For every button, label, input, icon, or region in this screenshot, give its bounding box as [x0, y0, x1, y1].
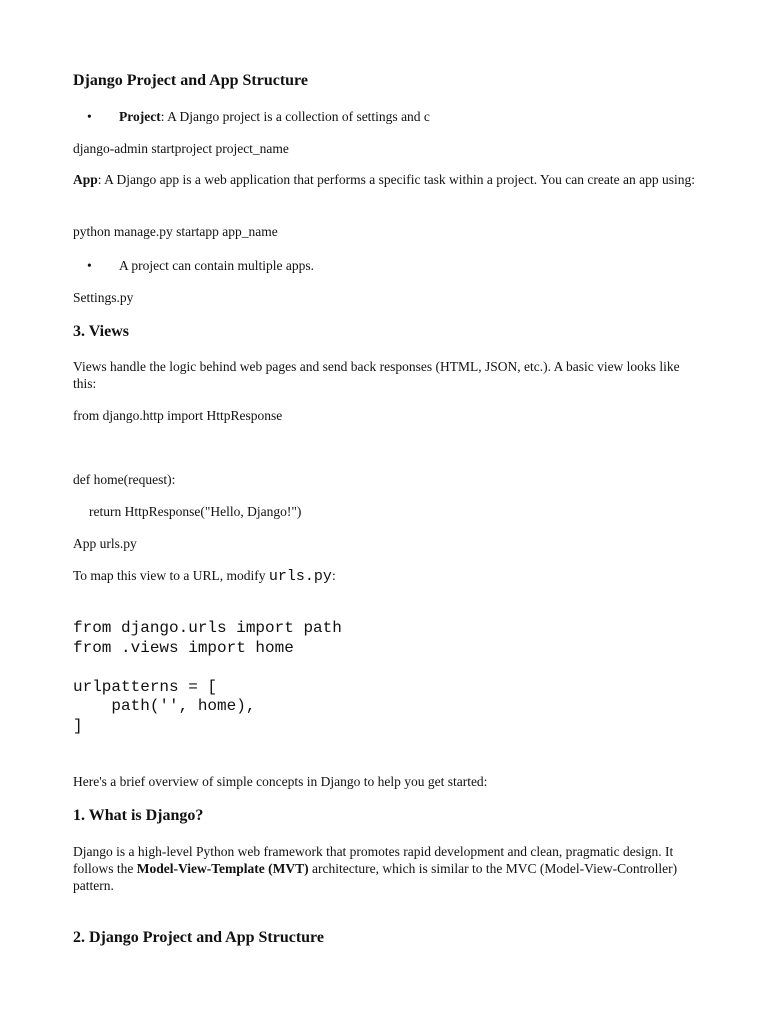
- code-import-line: from django.http import HttpResponse: [73, 408, 283, 423]
- bullet-multiple-apps-text: A project can contain multiple apps.: [119, 258, 314, 273]
- bullet-marker: •: [87, 109, 92, 124]
- section-heading-structure: Django Project and App Structure: [73, 72, 308, 89]
- code-return-line: return HttpResponse("Hello, Django!"): [89, 504, 302, 519]
- what-is-django-paragraph: [73, 843, 698, 894]
- map-suffix: :: [331, 568, 336, 583]
- startapp-command: python manage.py startapp app_name: [73, 224, 278, 239]
- urls-inline-code: urls.py: [268, 568, 332, 585]
- section-heading-project-structure: 2. Django Project and App Structure: [73, 929, 324, 946]
- map-view-paragraph: [73, 567, 336, 585]
- project-term: Project: [119, 109, 161, 124]
- what-part1: Django is a high-level Python web framework that promotes rapid development and clean, pragmatic design. It follows the: [73, 844, 674, 876]
- project-definition: : A Django project is a collection of settings and c: [160, 109, 430, 124]
- map-prefix: To map this view to a URL, modify: [73, 568, 269, 583]
- section-heading-views: 3. Views: [73, 323, 129, 340]
- startproject-command: django-admin startproject project_name: [73, 141, 289, 156]
- bullet-project-text: [119, 108, 430, 125]
- settings-label: Settings.py: [73, 290, 134, 305]
- app-definition: : A Django app is a web application that performs a specific task within a project. You can create an app using:: [97, 172, 695, 187]
- app-paragraph: [73, 171, 698, 188]
- overview-paragraph: Here's a brief overview of simple concepts in Django to help you get started:: [73, 774, 488, 789]
- mvt-term: Model-View-Template (MVT): [136, 861, 309, 876]
- section-heading-what-is-django: 1. What is Django?: [73, 807, 204, 824]
- what-part2: architecture, which is similar to the MVC (Model-View-Controller) pattern.: [73, 861, 678, 893]
- views-intro-paragraph: Views handle the logic behind web pages and send back responses (HTML, JSON, etc.). A basic view looks like this:: [73, 359, 680, 391]
- app-urls-label: App urls.py: [73, 536, 137, 551]
- code-def-line: def home(request):: [73, 472, 176, 487]
- bullet-marker: •: [87, 258, 92, 273]
- app-term: App: [73, 172, 98, 187]
- urlpatterns-code-block: from django.urls import path from .views import home urlpatterns = [ path('', home), ]: [73, 619, 342, 735]
